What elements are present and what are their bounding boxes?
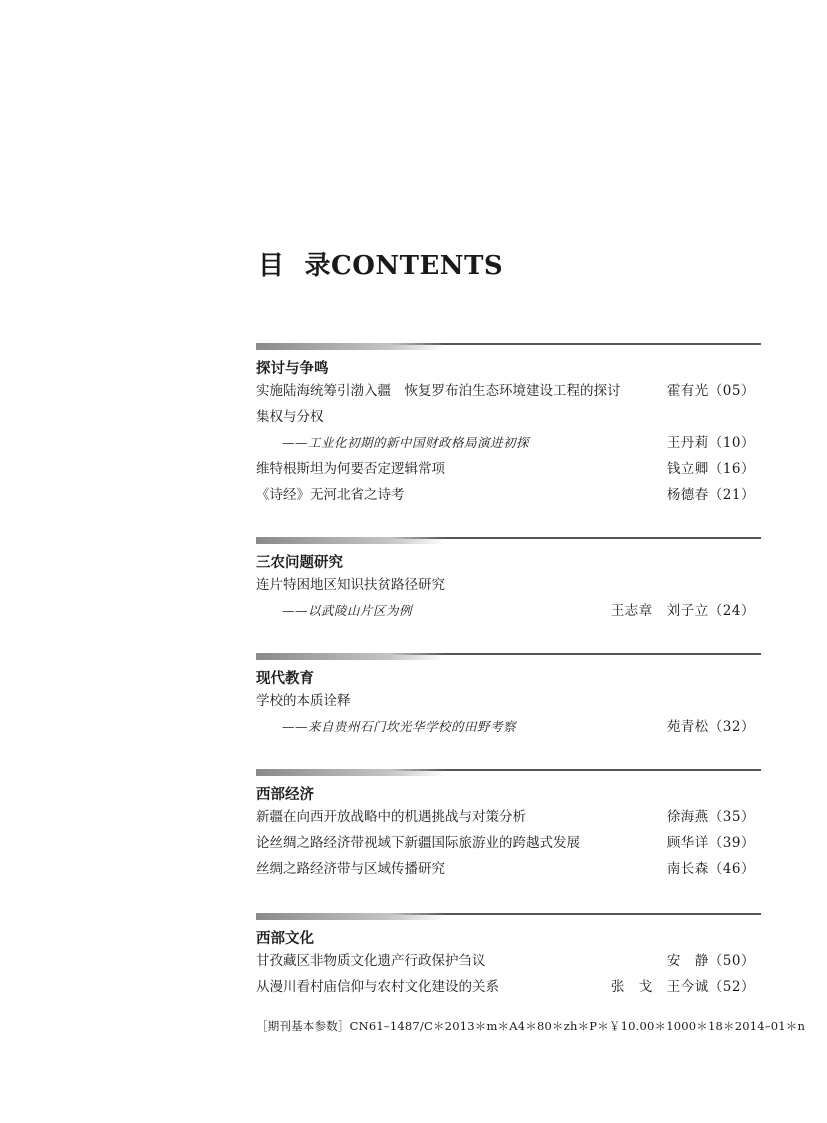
toc-entry (256, 830, 761, 856)
entry-author: 顾华详（39） (666, 835, 755, 851)
toc-section (256, 537, 761, 624)
entry-author: 杨德春（21） (666, 487, 755, 503)
section-title: 西部经济 (256, 787, 314, 803)
toc-entry (256, 378, 761, 404)
entry-author: 钱立卿（16） (666, 461, 755, 477)
entry-title: 新疆在向西开放战略中的机遇挑战与对策分析 (256, 809, 526, 825)
entry-title: 丝绸之路经济带与区域传播研究 (256, 861, 445, 877)
toc-entry (256, 482, 761, 508)
entry-title: 甘孜藏区非物质文化遗产行政保护刍议 (256, 953, 486, 969)
entry-title: 论丝绸之路经济带视域下新疆国际旅游业的跨越式发展 (256, 835, 580, 851)
section-title: 三农问题研究 (256, 555, 343, 571)
entry-author: 安 静（50） (666, 953, 755, 969)
toc-section (256, 913, 761, 1000)
title-lu: 录 (304, 251, 332, 281)
title-mu: 目 (258, 251, 285, 281)
section-divider (256, 343, 761, 353)
toc-entry (256, 430, 761, 456)
entry-author: 南长森（46） (666, 861, 755, 877)
entry-title: 《诗经》无河北省之诗考 (256, 487, 405, 503)
entry-title: 维特根斯坦为何要否定逻辑常项 (256, 461, 445, 477)
toc-entry (256, 948, 761, 974)
journal-parameters: ［期刊基本参数］CN61–1487/C＊2013＊m＊A4＊80＊zh＊P＊￥10.00＊1000＊18＊2014–01＊n (256, 1019, 806, 1033)
section-title: 探讨与争鸣 (256, 361, 329, 377)
toc-entry (256, 714, 761, 740)
entry-author: 王丹莉（10） (666, 435, 755, 451)
toc-section (256, 343, 761, 508)
section-title: 西部文化 (256, 931, 314, 947)
entry-title: 学校的本质诠释 (256, 693, 351, 709)
title-contents: CONTENTS (331, 251, 504, 281)
entry-author: 张 戈 王今诚（52） (610, 979, 755, 995)
entry-title: 实施陆海统筹引渤入疆 恢复罗布泊生态环境建设工程的探讨 (256, 383, 621, 399)
entry-title: 连片特困地区知识扶贫路径研究 (256, 577, 445, 593)
entry-author: 徐海燕（35） (666, 809, 755, 825)
toc-entry (256, 456, 761, 482)
page-title (258, 248, 503, 284)
toc-entry (256, 404, 761, 430)
section-divider (256, 913, 761, 923)
toc-section (256, 769, 761, 882)
toc-section (256, 653, 761, 740)
section-divider (256, 653, 761, 663)
entry-author: 霍有光（05） (666, 383, 755, 399)
entry-author: 王志章 刘子立（24） (610, 603, 755, 619)
entry-subtitle: ——工业化初期的新中国财政格局演进初探 (282, 435, 530, 450)
entry-author: 苑青松（32） (666, 719, 755, 735)
toc-entry (256, 856, 761, 882)
section-title: 现代教育 (256, 671, 314, 687)
toc-entry (256, 974, 761, 1000)
entry-subtitle: ——来自贵州石门坎光华学校的田野考察 (282, 719, 517, 734)
entry-subtitle: ——以武陵山片区为例 (282, 603, 413, 618)
toc-entry (256, 572, 761, 598)
toc-entry (256, 688, 761, 714)
section-divider (256, 537, 761, 547)
toc-entry (256, 598, 761, 624)
section-divider (256, 769, 761, 779)
entry-title: 集权与分权 (256, 409, 324, 425)
toc-entry (256, 804, 761, 830)
entry-title: 从漫川看村庙信仰与农村文化建设的关系 (256, 979, 499, 995)
